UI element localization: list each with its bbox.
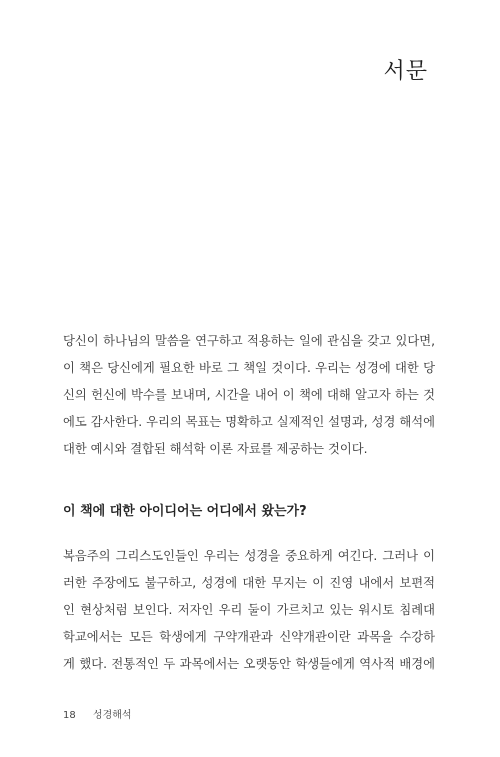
section-heading: 이 책에 대한 아이디어는 어디에서 왔는가? — [63, 504, 307, 519]
paragraph-line: 게 했다. 전통적인 두 과목에서는 오랫동안 학생들에게 역사적 배경에 — [63, 657, 435, 671]
paragraph-line: 당신이 하나님의 말씀을 연구하고 적용하는 일에 관심을 갖고 있다면, — [63, 334, 435, 348]
paragraph-line: 러한 주장에도 불구하고, 성경에 대한 무지는 이 진영 내에서 보편적 — [63, 576, 435, 590]
paragraph-line: 복음주의 그리스도인들인 우리는 성경을 중요하게 여긴다. 그러나 이 — [63, 549, 435, 563]
paragraph-line: 신의 헌신에 박수를 보내며, 시간을 내어 이 책에 대해 알고자 하는 것 — [63, 388, 435, 402]
paragraph-line: 에도 감사한다. 우리의 목표는 명확하고 실제적인 설명과, 성경 해석에 — [63, 415, 435, 429]
paragraph-line: 인 현상처럼 보인다. 저자인 우리 둘이 가르치고 있는 워시토 침례대 — [63, 603, 435, 617]
page-footer — [63, 706, 132, 721]
paragraph-line: 이 책은 당신에게 필요한 바로 그 책일 것이다. 우리는 성경에 대한 당 — [63, 361, 435, 375]
paragraph-line: 학교에서는 모든 학생에게 구약개관과 신약개관이란 과목을 수강하 — [63, 630, 435, 644]
body-paragraph — [63, 543, 435, 678]
intro-paragraph — [63, 328, 435, 463]
running-title: 성경해석 — [92, 710, 132, 721]
chapter-title: 서문 — [383, 59, 428, 84]
page-number: 18 — [63, 710, 76, 721]
paragraph-line: 대한 예시와 결합된 해석학 이론 자료를 제공하는 것이다. — [63, 442, 368, 456]
